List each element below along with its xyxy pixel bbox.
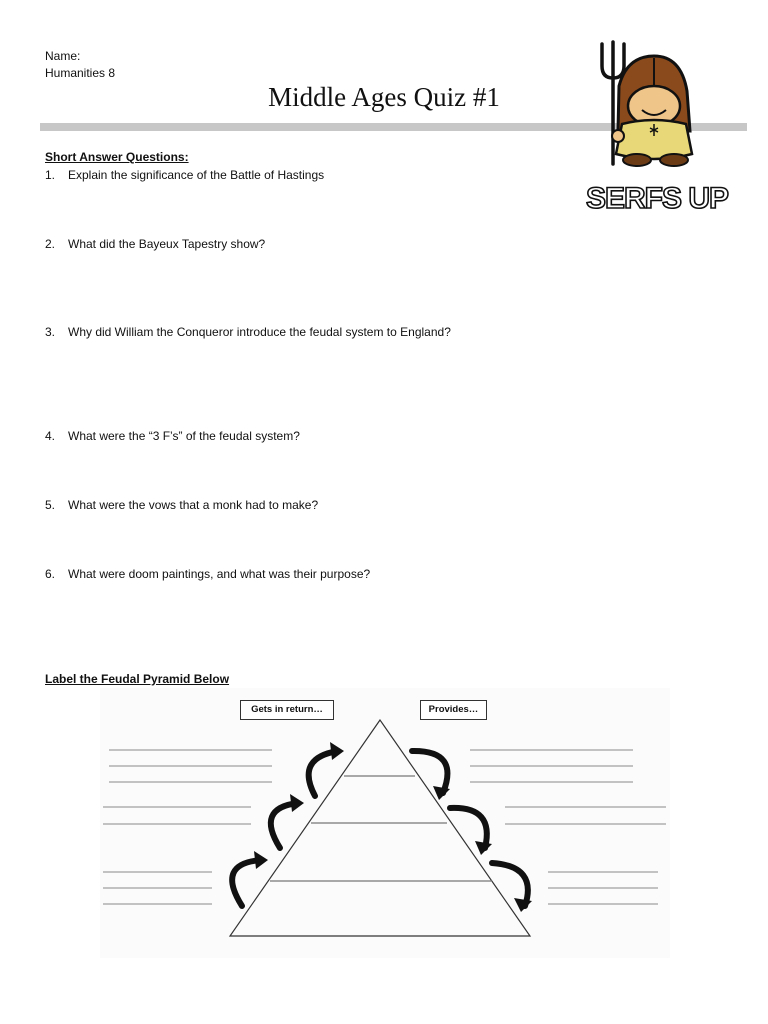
question-number: 3.: [45, 325, 56, 339]
question-number: 4.: [45, 429, 56, 443]
feudal-pyramid-diagram: [100, 688, 670, 958]
question-text: What were the vows that a monk had to make?: [68, 498, 319, 512]
question-1: [45, 168, 324, 182]
question-4: [45, 429, 300, 443]
question-number: 2.: [45, 237, 56, 251]
question-5: [45, 498, 318, 512]
name-label: Name:: [45, 49, 81, 63]
question-2: [45, 237, 265, 251]
provides-label: Provides…: [420, 700, 487, 720]
gets-in-return-label: Gets in return…: [240, 700, 334, 720]
serfs-up-logo: [582, 36, 732, 218]
serf-with-pitchfork-icon: [602, 42, 692, 166]
question-6: [45, 567, 370, 581]
question-number: 6.: [45, 567, 56, 581]
class-label: Humanities 8: [45, 66, 116, 80]
pyramid-heading: Label the Feudal Pyramid Below: [45, 672, 230, 686]
question-text: What were doom paintings, and what was their purpose?: [68, 567, 371, 581]
question-text: Explain the significance of the Battle of Hastings: [68, 168, 325, 182]
logo-text: SERFS UP: [585, 182, 729, 215]
question-number: 1.: [45, 168, 56, 182]
short-answer-heading: Short Answer Questions:: [45, 150, 189, 164]
question-number: 5.: [45, 498, 56, 512]
question-text: What were the “3 F’s” of the feudal system?: [68, 429, 300, 443]
question-text: Why did William the Conqueror introduce the feudal system to England?: [68, 325, 451, 339]
page-title: Middle Ages Quiz #1: [268, 82, 500, 112]
question-text: What did the Bayeux Tapestry show?: [68, 237, 266, 251]
question-3: [45, 325, 451, 339]
